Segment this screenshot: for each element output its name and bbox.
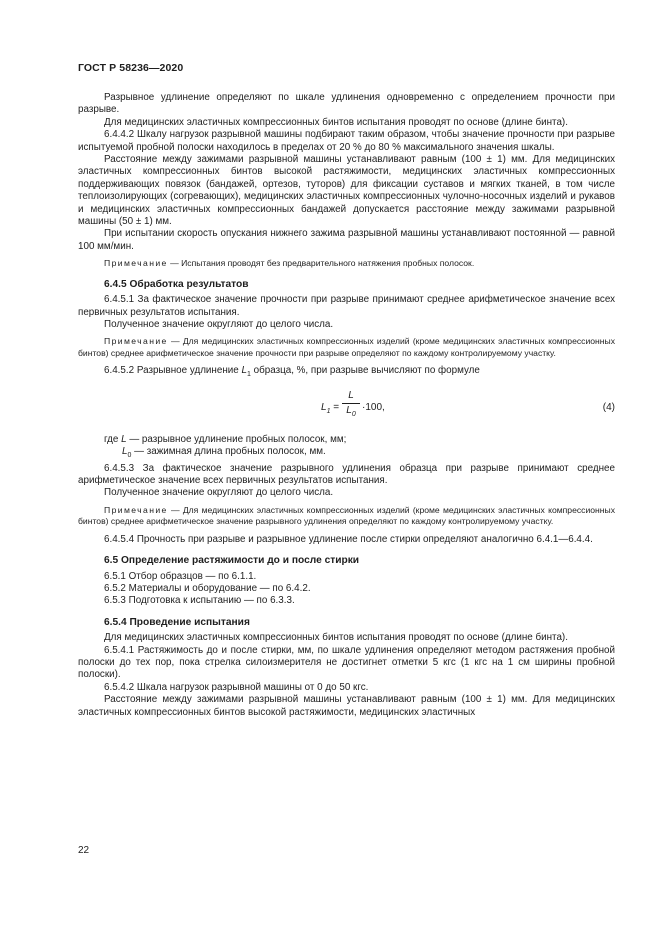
paragraph: Полученное значение округляют до целого числа.	[104, 319, 334, 330]
formula-legend: $L_0$ — зажимная длина пробных полосок, мм.	[122, 446, 326, 460]
formula-numerator: L	[342, 390, 360, 404]
paragraph: 6.4.5.1 За фактическое значение прочности при разрыве принимают среднее арифметическое значение всех первичных результатов испытания.	[78, 294, 615, 318]
paragraph: 6.5.4.2 Шкала нагрузок разрывной машины от 0 до 50 кгс.	[104, 681, 369, 693]
page-number: 22	[78, 845, 90, 856]
formula-denominator: $L_0$	[346, 405, 356, 419]
note	[78, 336, 615, 359]
paragraph: При испытании скорость опускания нижнего зажима разрывной машины устанавливают постоянной — равной 100 мм/мин.	[78, 228, 615, 252]
note	[78, 505, 615, 528]
note-text: — Для медицинских эластичных компрессионных изделий (кроме медицинских эластичных компрессионных бинтов) среднее арифметическое значение прочности при разрыве определяют по каждому контролируемому участку.	[78, 336, 615, 358]
paragraph: Расстояние между зажимами разрывной машины устанавливают равным (100 ± 1) мм. Для медицинских эластичных компрессионных бинтов высокой растяжимости, медицинских эластичных компрессионных поддерживающих повязок (бандажей, ортезов, туторов) для фиксации суставов и мягких тканей, в том числе теплоизолирующих (согревающих), медицинских эластичных компрессионных чулочно-носочных изделий и рукавов и медицинских эластичных компрессионных бандажей допускается расстояние между зажимами разрывной машины (50 ± 1) мм.	[78, 154, 615, 228]
formula-fraction	[342, 390, 360, 422]
paragraph: 6.4.5.2 Разрывное удлинение $L_1$ образца, %, при разрыве вычисляют по формуле	[104, 365, 480, 379]
section-heading-6-5: 6.5 Определение растяжимости до и после стирки	[104, 555, 360, 567]
formula-4	[78, 388, 615, 434]
paragraph: 6.5.1 Отбор образцов — по 6.1.1.	[104, 570, 257, 582]
paragraph: Полученное значение округляют до целого числа.	[104, 487, 334, 499]
paragraph: 6.4.5.4 Прочность при разрыве и разрывное удлинение после стирки определяют аналогично 6.4.1—6.4.4.	[104, 533, 593, 545]
paragraph: 6.5.2 Материалы и оборудование — по 6.4.2.	[104, 583, 311, 594]
document-header: ГОСТ Р 58236—2020	[78, 62, 184, 74]
formula-number: (4)	[602, 401, 615, 413]
note-label: Примечание	[104, 504, 168, 515]
document-body	[78, 92, 615, 719]
paragraph: 6.5.4.1 Растяжимость до и после стирки, мм, по шкале удлинения определяют методом растяжения пробной полоски до тех пор, пока стрелка силоизмерителя не достигнет отметки 5 кгс (1 кгс на 1 см ширины пробной полоски).	[78, 644, 615, 681]
formula-lhs: $L_1$ =	[321, 401, 340, 415]
paragraph: 6.4.5.3 За фактическое значение разрывного удлинения образца при разрыве принимают среднее арифметическое значение всех первичных результатов испытания.	[78, 462, 615, 486]
note-label: Примечание	[104, 336, 168, 347]
formula-legend: где L — разрывное удлинение пробных полосок, мм;	[104, 433, 347, 445]
note	[78, 258, 615, 270]
paragraph: 6.4.4.2 Шкалу нагрузок разрывной машины подбирают таким образом, чтобы значение прочности при разрыве испытуемой пробной полоски находилось в пределах от 20 % до 80 % максимального значения шкалы.	[78, 129, 615, 153]
formula-multiplier: ·100,	[362, 401, 385, 413]
note-text: — Испытания проводят без предварительного натяжения пробных полосок.	[167, 258, 475, 269]
paragraph: Для медицинских эластичных компрессионных бинтов испытания проводят по основе (длине бинта).	[104, 632, 568, 644]
paragraph: 6.5.3 Подготовка к испытанию — по 6.3.3.	[104, 595, 295, 607]
paragraph: Разрывное удлинение определяют по шкале удлинения одновременно с определением прочности при разрыве.	[78, 92, 615, 116]
section-heading-6-5-4: 6.5.4 Проведение испытания	[104, 616, 250, 628]
note-label: Примечание	[104, 258, 168, 269]
paragraph: Расстояние между зажимами разрывной машины устанавливают равным (100 ± 1) мм. Для медицинских эластичных компрессионных бинтов высокой растяжимости, медицинских эластичных	[78, 694, 615, 718]
paragraph: Для медицинских эластичных компрессионных бинтов испытания проводят по основе (длине бинта).	[104, 116, 568, 128]
section-heading-6-4-5: 6.4.5 Обработка результатов	[104, 278, 249, 290]
note-text: — Для медицинских эластичных компрессионных изделий (кроме медицинских эластичных компрессионных бинтов) среднее арифметическое значение разрывного удлинения определяют по каждому контролируемому участку.	[78, 504, 615, 527]
